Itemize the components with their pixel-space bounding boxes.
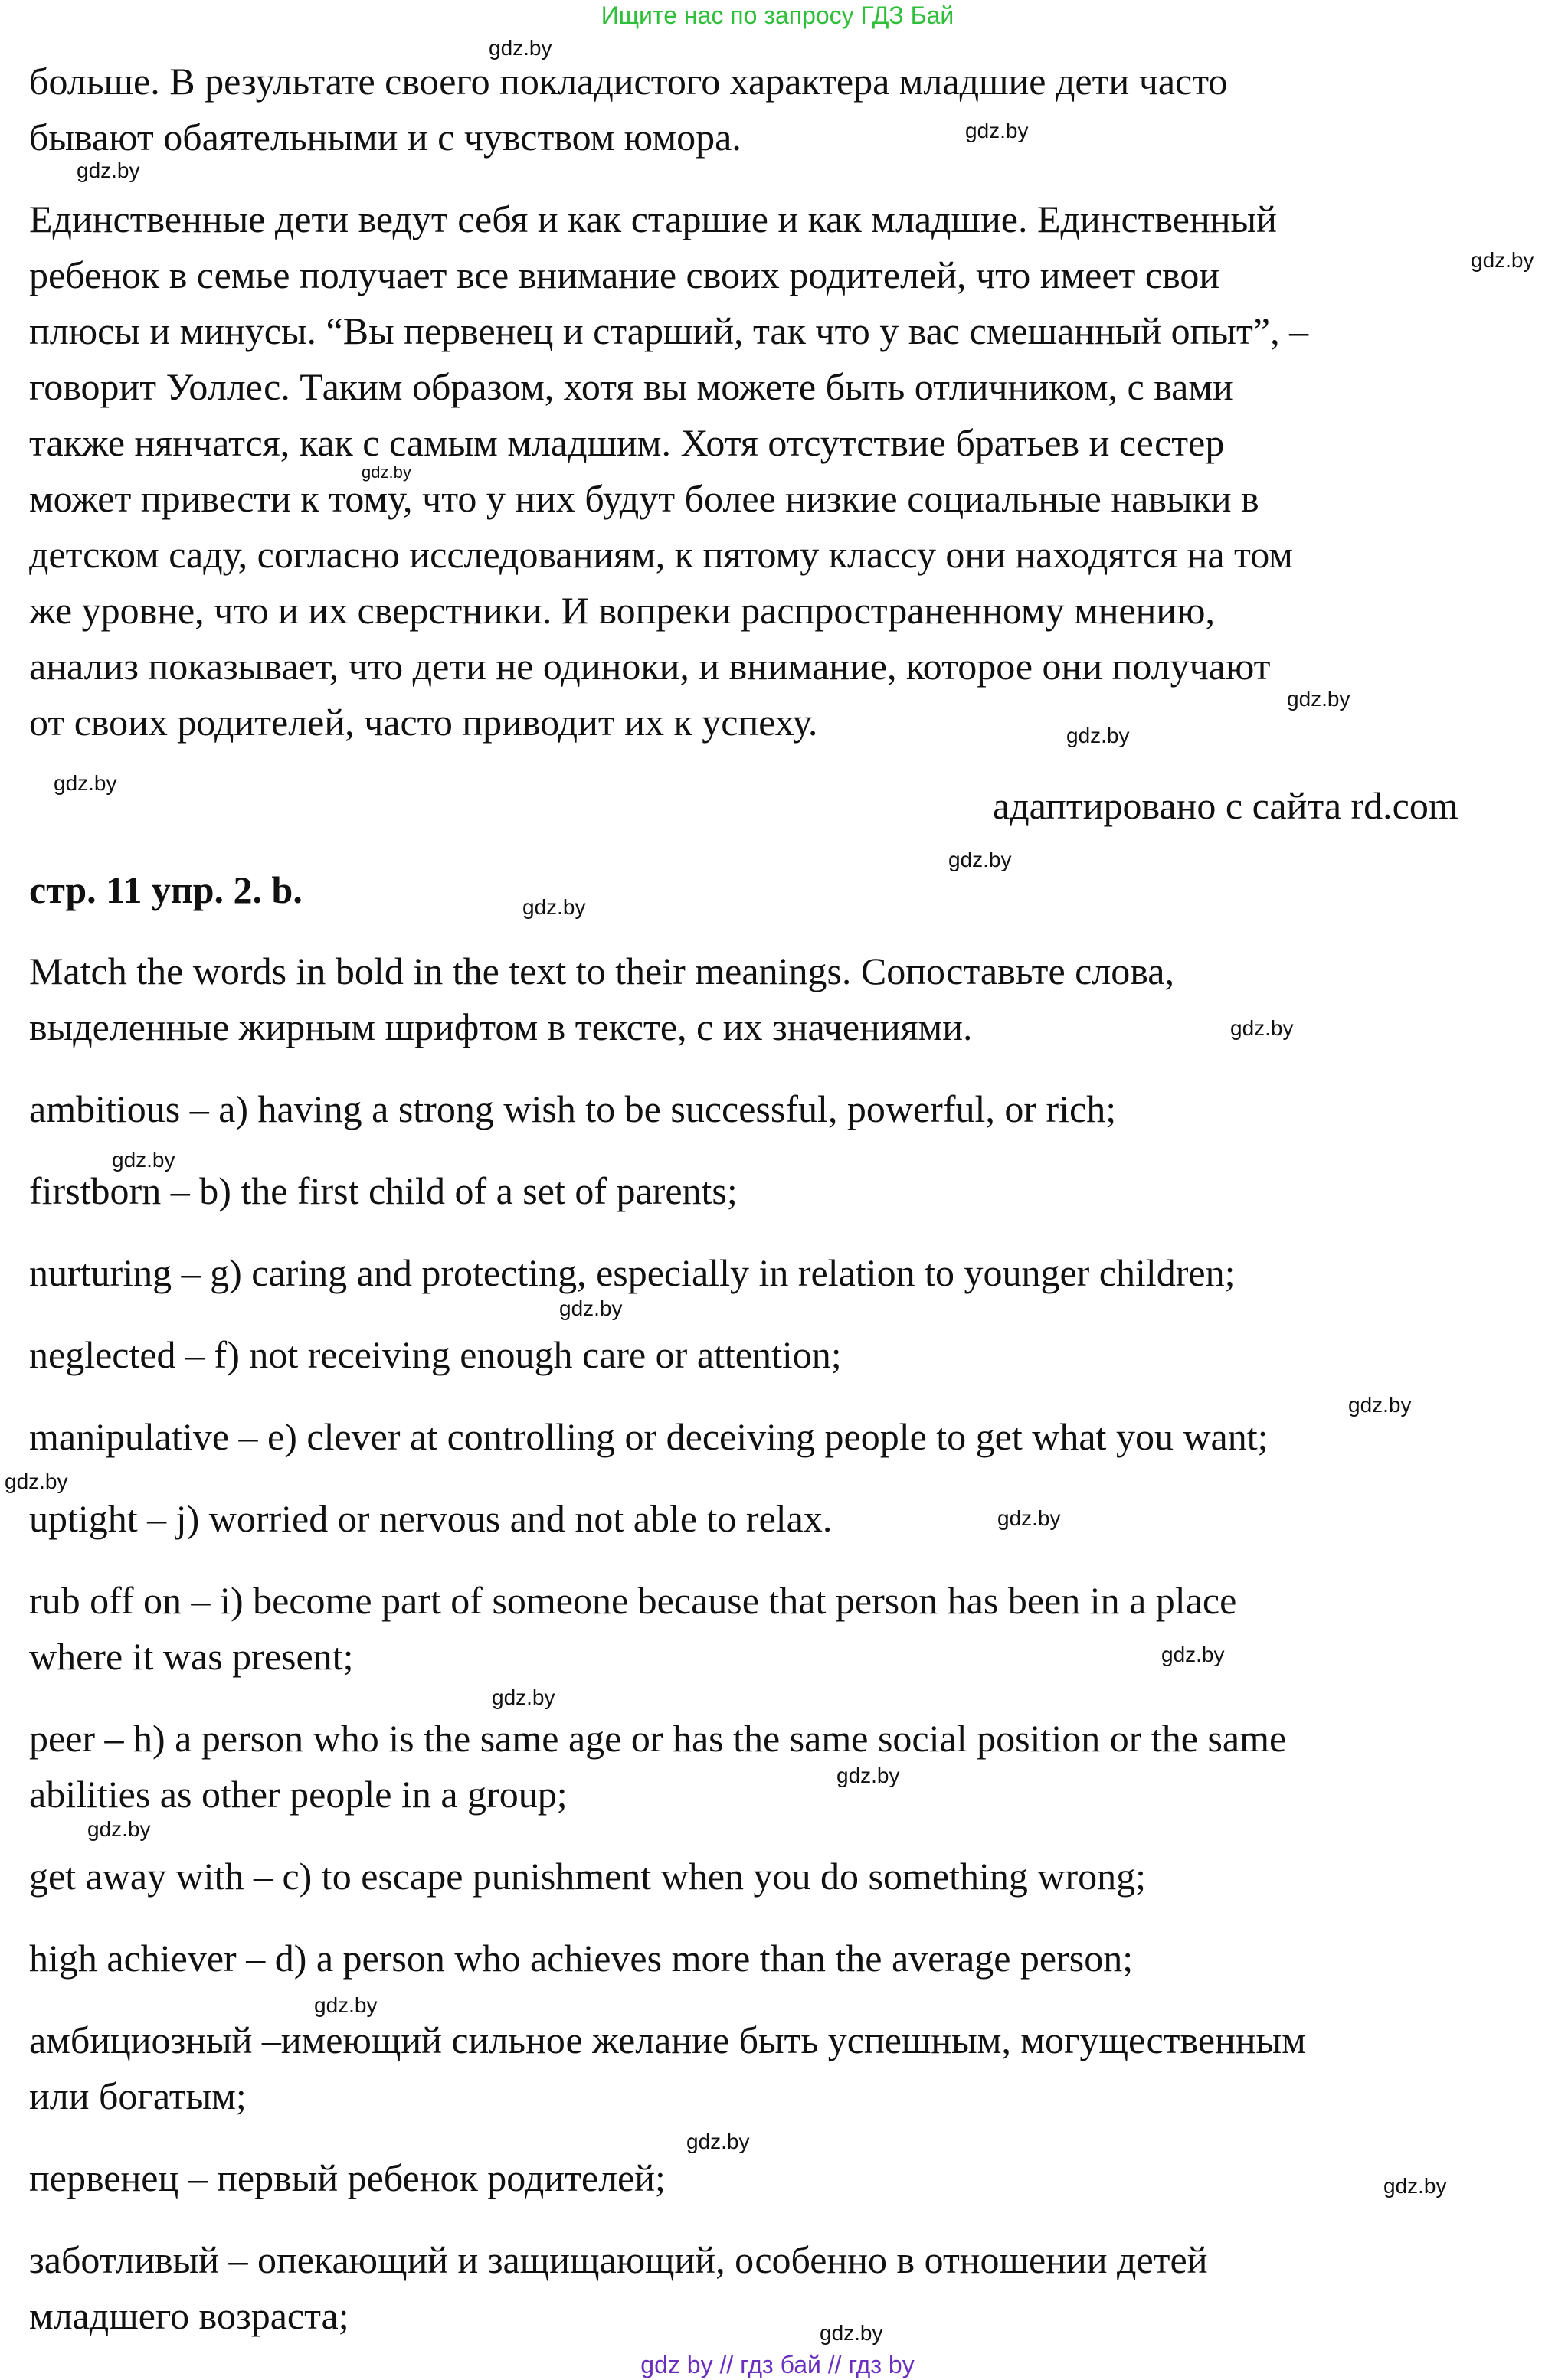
watermark: gdz.by	[1348, 1393, 1412, 1417]
text-line: ребенок в семье получает все внимание своих родителей, что имеет свои	[29, 253, 1220, 296]
watermark: gdz.by	[54, 771, 117, 795]
match-item: ambitious – a) having a strong wish to be successful, powerful, or rich;	[29, 1087, 1117, 1130]
text-line: плюсы и минусы. “Вы первенец и старший, так что у вас смешанный опыт”, –	[29, 309, 1309, 352]
watermark: gdz.by	[77, 159, 140, 182]
match-item: peer – h) a person who is the same age or has the same social position or the same	[29, 1717, 1287, 1760]
text-line: говорит Уоллес. Таким образом, хотя вы можете быть отличником, с вами	[29, 365, 1233, 408]
watermark: gdz.by	[112, 1148, 175, 1172]
translation-item: амбициозный –имеющий сильное желание быть успешным, могущественным	[29, 2019, 1306, 2061]
watermark: gdz.by	[522, 895, 586, 919]
text-line: детском саду, согласно исследованиям, к пятому классу они находятся на том	[29, 533, 1293, 576]
match-item: rub off on – i) become part of someone because that person has been in a place	[29, 1579, 1237, 1622]
translation-item: младшего возраста;	[29, 2294, 349, 2337]
footer-banner: gdz by // гдз бай // гдз by	[640, 2351, 915, 2378]
text-line: анализ показывает, что дети не одиноки, и внимание, которое они получают	[29, 645, 1271, 688]
watermark: gdz.by	[997, 1506, 1061, 1530]
source-note: адаптировано с сайта rd.com	[993, 784, 1458, 827]
watermark: gdz.by	[948, 848, 1012, 871]
watermark: gdz.by	[965, 119, 1029, 142]
text-line: больше. В результате своего покладистого характера младшие дети часто	[29, 60, 1228, 103]
text-line: может привести к тому, что у них будут более низкие социальные навыки в	[29, 477, 1259, 520]
watermark: gdz.by	[1161, 1643, 1225, 1666]
watermark: gdz.by	[559, 1296, 623, 1320]
match-item: abilities as other people in a group;	[29, 1773, 568, 1816]
text-line: же уровне, что и их сверстники. И вопреки распространенному мнению,	[29, 589, 1216, 632]
watermark: gdz.by	[1230, 1016, 1294, 1040]
translation-item: или богатым;	[29, 2074, 247, 2117]
watermark: gdz.by	[489, 36, 552, 60]
match-item: get away with – c) to escape punishment when you do something wrong;	[29, 1855, 1147, 1898]
text-line: от своих родителей, часто приводит их к успеху.	[29, 701, 818, 744]
exercise-heading: стр. 11 упр. 2. b.	[29, 868, 303, 911]
watermark: gdz.by	[87, 1817, 151, 1841]
watermark: gdz.by	[820, 2321, 883, 2345]
watermark: gdz.by	[1471, 248, 1534, 272]
watermark: gdz.by	[492, 1685, 555, 1709]
instruction-line: Match the words in bold in the text to their meanings. Сопоставьте слова,	[29, 950, 1174, 992]
text-line: Единственные дети ведут себя и как старшие и как младшие. Единственный	[29, 198, 1277, 240]
watermark: gdz.by	[362, 463, 411, 482]
watermark: gdz.by	[314, 1993, 378, 2017]
translation-item: заботливый – опекающий и защищающий, особенно в отношении детей	[29, 2238, 1208, 2281]
match-item: nurturing – g) caring and protecting, especially in relation to younger children;	[29, 1251, 1236, 1294]
watermark: gdz.by	[686, 2130, 750, 2153]
translation-item: первенец – первый ребенок родителей;	[29, 2156, 666, 2199]
watermark: gdz.by	[1066, 724, 1130, 747]
match-item: neglected – f) not receiving enough care or attention;	[29, 1333, 842, 1376]
text-line: бывают обаятельными и с чувством юмора.	[29, 116, 741, 159]
instruction-line: выделенные жирным шрифтом в тексте, с их значениями.	[29, 1005, 973, 1048]
text-line: также нянчатся, как с самым младшим. Хотя отсутствие братьев и сестер	[29, 421, 1225, 464]
top-banner: Ищите нас по запросу ГДЗ Бай	[601, 2, 954, 29]
match-item: uptight – j) worried or nervous and not able to relax.	[29, 1497, 833, 1540]
match-item: where it was present;	[29, 1635, 354, 1678]
watermark: gdz.by	[836, 1764, 900, 1787]
watermark: gdz.by	[1287, 687, 1350, 711]
watermark: gdz.by	[1383, 2174, 1447, 2198]
match-item: high achiever – d) a person who achieves more than the average person;	[29, 1937, 1134, 1980]
match-item: firstborn – b) the first child of a set of parents;	[29, 1169, 738, 1212]
match-item: manipulative – e) clever at controlling or deceiving people to get what you want;	[29, 1415, 1269, 1458]
watermark: gdz.by	[5, 1470, 68, 1493]
